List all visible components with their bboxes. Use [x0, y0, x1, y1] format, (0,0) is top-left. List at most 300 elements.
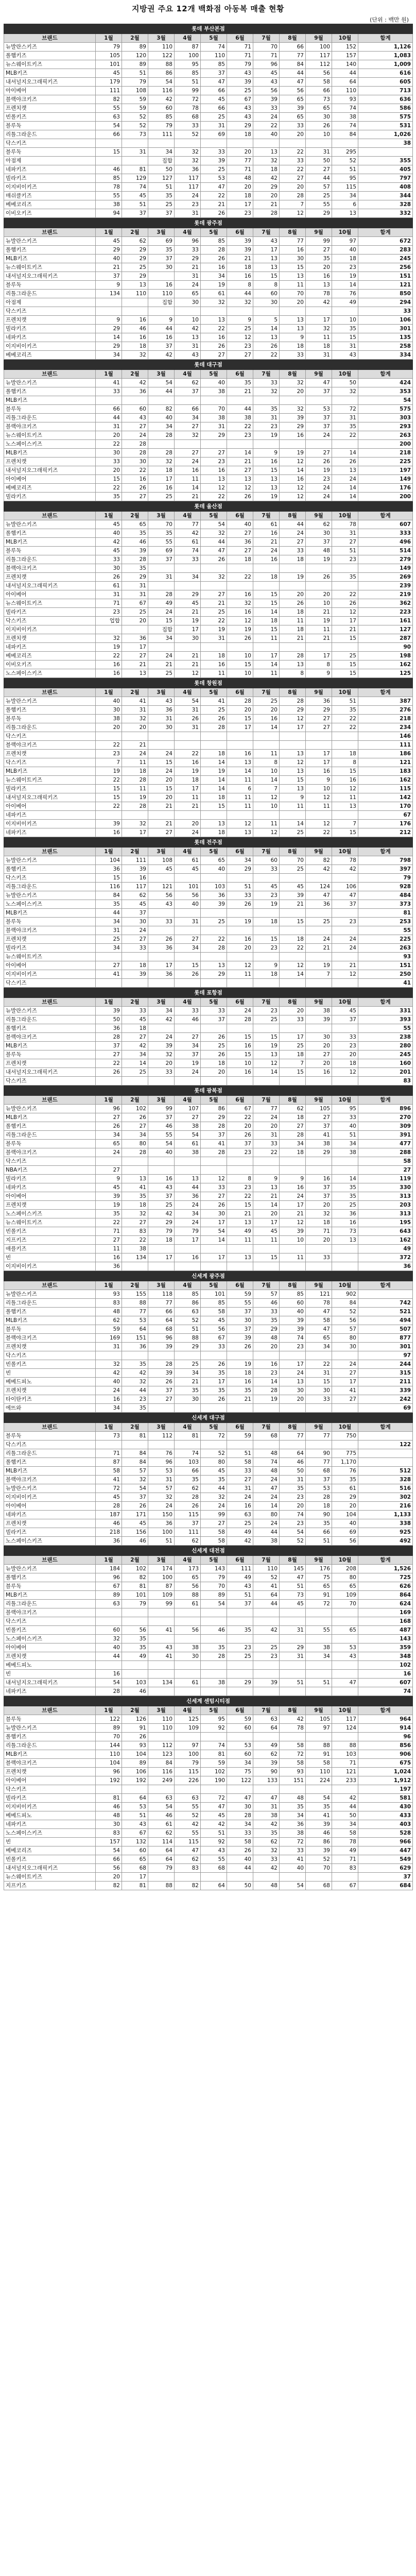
- table-row: [4, 1175, 413, 1183]
- month-cell: 51: [306, 1537, 332, 1546]
- table-row: [4, 1227, 413, 1236]
- table-row: [4, 1484, 413, 1493]
- total-cell: 355: [358, 157, 413, 165]
- month-cell: 59: [122, 104, 148, 113]
- month-cell: 107: [175, 1105, 201, 1113]
- month-cell: 109: [332, 1591, 358, 1600]
- brand-cell: 뉴발란스키즈: [4, 697, 96, 706]
- month-cell: 64: [332, 78, 358, 87]
- month-cell: 13: [201, 475, 227, 484]
- brand-cell: 베베드피노: [4, 1811, 96, 1820]
- month-cell: 17: [122, 643, 148, 652]
- month-cell: 45: [96, 1183, 122, 1192]
- month-cell: [201, 1166, 227, 1175]
- month-cell: [227, 1873, 253, 1882]
- month-cell: [332, 1687, 358, 1696]
- month-cell: 45: [332, 1007, 358, 1015]
- month-cell: 176: [306, 1565, 332, 1573]
- month-cell: [201, 1351, 227, 1360]
- month-cell: 42: [253, 174, 280, 183]
- month-cell: 49: [122, 1652, 148, 1661]
- month-cell: [280, 979, 306, 988]
- table-row: [4, 1838, 413, 1846]
- month-cell: 35: [253, 1316, 280, 1325]
- month-cell: 65: [280, 95, 306, 104]
- month-cell: 18: [201, 828, 227, 837]
- month-cell: 91: [306, 1591, 332, 1600]
- month-cell: 25: [201, 608, 227, 617]
- month-cell: 30: [175, 298, 201, 307]
- month-cell: 39: [227, 1334, 253, 1343]
- brand-cell: 이지비이키즈: [4, 183, 96, 192]
- table-row: [4, 1122, 413, 1131]
- table-row: [4, 1290, 413, 1299]
- month-cell: 33: [148, 1068, 175, 1077]
- month-cell: 47: [306, 379, 332, 387]
- month-cell: 29: [175, 255, 201, 263]
- column-header: 브랜드: [4, 512, 96, 520]
- table-row: [4, 104, 413, 113]
- month-cell: [332, 1245, 358, 1253]
- month-cell: 66: [306, 87, 332, 95]
- month-cell: 60: [122, 405, 148, 414]
- month-cell: 13: [280, 316, 306, 325]
- column-header: 6월: [227, 1706, 253, 1715]
- month-cell: 121: [332, 1768, 358, 1776]
- month-cell: [332, 1262, 358, 1271]
- month-cell: 22: [280, 148, 306, 157]
- column-header: 7월: [253, 228, 280, 237]
- month-cell: 34: [332, 1140, 358, 1148]
- table-row: [4, 634, 413, 643]
- month-cell: [253, 1077, 280, 1086]
- month-cell: 179: [96, 78, 122, 87]
- month-cell: [148, 1262, 175, 1271]
- month-cell: 14: [201, 785, 227, 793]
- month-cell: [332, 1024, 358, 1033]
- column-header: 6월: [227, 1281, 253, 1290]
- store-name: 롯데 포항점: [4, 988, 413, 998]
- month-cell: 99: [306, 237, 332, 246]
- table-row: [4, 926, 413, 935]
- brand-cell: 블랙야크키즈: [4, 95, 96, 104]
- month-cell: 100: [175, 52, 201, 60]
- brand-cell: 애플키즈: [4, 1245, 96, 1253]
- month-cell: 77: [122, 1308, 148, 1316]
- total-cell: 294: [358, 298, 413, 307]
- month-cell: 61: [175, 1600, 201, 1608]
- month-cell: 88: [148, 60, 175, 69]
- month-cell: 57: [306, 183, 332, 192]
- total-cell: 1,024: [358, 1768, 413, 1776]
- month-cell: 26: [122, 1733, 148, 1741]
- month-cell: 47: [201, 78, 227, 87]
- month-cell: [306, 1608, 332, 1617]
- table-row: [4, 87, 413, 95]
- month-cell: 28: [96, 1502, 122, 1511]
- month-cell: 21: [306, 944, 332, 953]
- month-cell: 88: [332, 1741, 358, 1750]
- month-cell: 28: [122, 555, 148, 564]
- month-cell: 49: [332, 298, 358, 307]
- month-cell: 24: [122, 431, 148, 440]
- month-cell: 33: [253, 1140, 280, 1148]
- total-cell: 121: [358, 758, 413, 767]
- month-cell: 44: [227, 290, 253, 298]
- month-cell: 38: [306, 1643, 332, 1652]
- month-cell: 28: [122, 440, 148, 449]
- month-cell: [227, 1670, 253, 1679]
- month-cell: 18: [227, 555, 253, 564]
- month-cell: 62: [253, 1838, 280, 1846]
- brand-cell: 닥스키즈: [4, 1351, 96, 1360]
- brand-cell: 빌라키즈: [4, 493, 96, 501]
- month-cell: 46: [253, 1299, 280, 1308]
- month-cell: 82: [96, 1882, 122, 1890]
- month-cell: [201, 1262, 227, 1271]
- month-cell: 16: [227, 1502, 253, 1511]
- table-row: [4, 573, 413, 582]
- column-header: 3월: [148, 1096, 175, 1105]
- brand-cell: MLB키즈: [4, 1750, 96, 1759]
- month-cell: [280, 1166, 306, 1175]
- month-cell: 11: [227, 776, 253, 785]
- column-header: 8월: [280, 370, 306, 379]
- table-row: [4, 440, 413, 449]
- table-row: [4, 263, 413, 272]
- month-cell: [122, 1077, 148, 1086]
- month-cell: 35: [148, 529, 175, 538]
- month-cell: 18: [280, 555, 306, 564]
- month-cell: 27: [201, 449, 227, 457]
- month-cell: 100: [148, 1528, 175, 1537]
- month-cell: 16: [201, 466, 227, 475]
- month-cell: 33: [122, 1007, 148, 1015]
- month-cell: 35: [280, 1803, 306, 1811]
- month-cell: 12: [253, 1059, 280, 1068]
- month-cell: 41: [306, 1131, 332, 1140]
- month-cell: 17: [148, 475, 175, 484]
- month-cell: 21: [148, 802, 175, 811]
- column-header: 4월: [175, 1423, 201, 1432]
- month-cell: 14: [280, 820, 306, 828]
- month-cell: 89: [122, 60, 148, 69]
- month-cell: [332, 1608, 358, 1617]
- month-cell: 24: [175, 192, 201, 200]
- column-header: 3월: [148, 370, 175, 379]
- table-row: [4, 1351, 413, 1360]
- month-cell: [175, 1166, 201, 1175]
- brand-cell: 리틀그라운드: [4, 1131, 96, 1140]
- month-cell: 11: [306, 333, 332, 342]
- month-cell: 18: [253, 918, 280, 926]
- month-cell: 13: [332, 802, 358, 811]
- month-cell: 49: [253, 1741, 280, 1750]
- month-cell: 14: [201, 1236, 227, 1245]
- month-cell: 11: [280, 617, 306, 625]
- brand-cell: 리틀그라운드: [4, 414, 96, 422]
- month-cell: 51: [122, 200, 148, 209]
- month-cell: 79: [96, 43, 122, 52]
- table-row: [4, 209, 413, 218]
- month-cell: 16: [253, 715, 280, 723]
- total-cell: 36: [358, 1262, 413, 1271]
- month-cell: [332, 1253, 358, 1262]
- month-cell: 40: [148, 1148, 175, 1157]
- month-cell: [175, 741, 201, 750]
- month-cell: 87: [148, 1582, 175, 1591]
- month-cell: 28: [280, 1131, 306, 1140]
- table-row: [4, 1007, 413, 1015]
- month-cell: 23: [306, 475, 332, 484]
- month-cell: 14: [332, 281, 358, 290]
- month-cell: 9: [280, 333, 306, 342]
- month-cell: 22: [122, 466, 148, 475]
- month-cell: 36: [280, 1820, 306, 1829]
- total-cell: 79: [358, 874, 413, 883]
- month-cell: 32: [227, 599, 253, 608]
- month-cell: 13: [332, 466, 358, 475]
- month-cell: 34: [175, 414, 201, 422]
- month-cell: 169: [96, 1334, 122, 1343]
- column-header: 3월: [148, 512, 175, 520]
- month-cell: 24: [96, 1148, 122, 1157]
- month-cell: 10: [175, 316, 201, 325]
- month-cell: 25: [201, 113, 227, 122]
- month-cell: 39: [148, 1042, 175, 1050]
- month-cell: [253, 1166, 280, 1175]
- month-cell: 27: [306, 1113, 332, 1122]
- month-cell: 71: [227, 52, 253, 60]
- month-cell: 24: [148, 652, 175, 660]
- table-row: [4, 1582, 413, 1591]
- month-cell: 16: [122, 874, 148, 883]
- month-cell: 88: [175, 1334, 201, 1343]
- column-header: 7월: [253, 1423, 280, 1432]
- month-cell: 32: [122, 351, 148, 360]
- month-cell: 29: [122, 246, 148, 255]
- month-cell: 27: [306, 1050, 332, 1059]
- month-cell: [122, 1351, 148, 1360]
- month-cell: 35: [201, 1476, 227, 1484]
- month-cell: 71: [96, 599, 122, 608]
- month-cell: 53: [122, 1316, 148, 1325]
- month-cell: [122, 811, 148, 820]
- month-cell: [201, 1733, 227, 1741]
- month-cell: 34: [227, 856, 253, 865]
- total-cell: 742: [358, 1299, 413, 1308]
- month-cell: 65: [96, 1140, 122, 1148]
- brand-cell: 프렌치캣: [4, 316, 96, 325]
- month-cell: 82: [122, 1573, 148, 1582]
- column-header: 4월: [175, 1281, 201, 1290]
- month-cell: [227, 1440, 253, 1449]
- table-row: [4, 1652, 413, 1661]
- month-cell: 29: [306, 706, 332, 715]
- month-cell: [306, 1077, 332, 1086]
- month-cell: 44: [201, 538, 227, 547]
- column-header: 9월: [306, 512, 332, 520]
- brand-cell: 폴햄키즈: [4, 387, 96, 396]
- month-cell: [148, 874, 175, 883]
- month-cell: 38: [201, 387, 227, 396]
- month-cell: 27: [280, 174, 306, 183]
- month-cell: 84: [332, 130, 358, 139]
- brand-cell: 아점제: [4, 298, 96, 307]
- brand-cell: 아이베어: [4, 1776, 96, 1785]
- month-cell: 33: [280, 547, 306, 555]
- month-cell: 35: [306, 1519, 332, 1528]
- month-cell: 15: [253, 599, 280, 608]
- month-cell: 184: [96, 1565, 122, 1573]
- month-cell: 37: [201, 1131, 227, 1140]
- month-cell: 13: [280, 1378, 306, 1386]
- month-cell: 40: [201, 865, 227, 874]
- table-row: [4, 732, 413, 741]
- month-cell: 20: [332, 1502, 358, 1511]
- month-cell: 95: [332, 1105, 358, 1113]
- total-cell: 725: [358, 1573, 413, 1582]
- month-cell: 12: [280, 484, 306, 493]
- brand-cell: 이비오키즈: [4, 660, 96, 669]
- month-cell: 11: [280, 1253, 306, 1262]
- month-cell: 34: [148, 148, 175, 157]
- month-cell: 22: [306, 1360, 332, 1369]
- total-cell: 58: [358, 1157, 413, 1166]
- month-cell: 40: [227, 1855, 253, 1864]
- month-cell: 17: [306, 758, 332, 767]
- month-cell: [332, 1157, 358, 1166]
- month-cell: 26: [306, 457, 332, 466]
- month-cell: 65: [306, 1334, 332, 1343]
- total-cell: 225: [358, 457, 413, 466]
- month-cell: 57: [332, 1325, 358, 1334]
- month-cell: 18: [280, 625, 306, 634]
- brand-cell: 리틀그라운드: [4, 1741, 96, 1750]
- table-row: [4, 1148, 413, 1157]
- month-cell: 36: [148, 944, 175, 953]
- month-cell: 71: [227, 43, 253, 52]
- column-header: 2월: [122, 848, 148, 856]
- month-cell: 52: [201, 1449, 227, 1458]
- month-cell: 15: [253, 272, 280, 281]
- month-cell: 30: [122, 457, 148, 466]
- brand-cell: 타이탄키즈: [4, 1395, 96, 1404]
- month-cell: 8: [227, 281, 253, 290]
- store-name: 롯데 광주점: [4, 218, 413, 228]
- month-cell: [175, 1157, 201, 1166]
- column-header-row: [4, 512, 413, 520]
- month-cell: 17: [175, 785, 201, 793]
- column-header: 6월: [227, 1096, 253, 1105]
- month-cell: 83: [175, 1864, 201, 1873]
- month-cell: 11: [306, 802, 332, 811]
- month-cell: 24: [175, 281, 201, 290]
- column-header: 10월: [332, 1706, 358, 1715]
- month-cell: 81: [122, 1432, 148, 1440]
- month-cell: 41: [306, 1811, 332, 1820]
- month-cell: 업합: [96, 617, 122, 625]
- month-cell: 34: [175, 1369, 201, 1378]
- month-cell: 23: [122, 1395, 148, 1404]
- month-cell: [148, 1024, 175, 1033]
- brand-cell: 빌라키즈: [4, 174, 96, 183]
- month-cell: 56: [332, 1316, 358, 1325]
- month-cell: [122, 307, 148, 316]
- month-cell: 67: [201, 1334, 227, 1343]
- month-cell: 19: [253, 900, 280, 909]
- month-cell: 35: [96, 1210, 122, 1218]
- month-cell: 33: [201, 1343, 227, 1351]
- month-cell: 45: [96, 1493, 122, 1502]
- month-cell: 51: [227, 1449, 253, 1458]
- month-cell: 37: [332, 900, 358, 909]
- month-cell: 84: [148, 1759, 175, 1768]
- month-cell: 51: [175, 1325, 201, 1334]
- month-cell: [122, 1157, 148, 1166]
- month-cell: 51: [122, 69, 148, 78]
- total-cell: 906: [358, 1750, 413, 1759]
- brand-cell: 블루독: [4, 281, 96, 290]
- month-cell: [96, 732, 122, 741]
- month-cell: 35: [122, 1643, 148, 1652]
- total-cell: 353: [358, 387, 413, 396]
- month-cell: 42: [306, 298, 332, 307]
- month-cell: 20: [227, 706, 253, 715]
- month-cell: 24: [227, 1493, 253, 1502]
- brand-cell: 뉴발란스키즈: [4, 237, 96, 246]
- total-cell: 218: [358, 715, 413, 723]
- store-header: [4, 1086, 413, 1096]
- month-cell: 32: [253, 157, 280, 165]
- month-cell: 18: [253, 573, 280, 582]
- month-cell: 51: [227, 1591, 253, 1600]
- month-cell: 12: [280, 715, 306, 723]
- month-cell: 20: [227, 183, 253, 192]
- month-cell: 18: [175, 776, 201, 785]
- month-cell: 81: [122, 165, 148, 174]
- brand-cell: 블랙야크키즈: [4, 1033, 96, 1042]
- month-cell: 46: [306, 1829, 332, 1838]
- brand-cell: 아이베어: [4, 961, 96, 970]
- brand-cell: 베베코리즈: [4, 351, 96, 360]
- month-cell: 73: [280, 1591, 306, 1600]
- month-cell: 41: [201, 697, 227, 706]
- month-cell: 30: [332, 1343, 358, 1351]
- total-cell: 315: [358, 1369, 413, 1378]
- month-cell: [148, 909, 175, 918]
- table-row: [4, 1325, 413, 1334]
- month-cell: 40: [332, 246, 358, 255]
- month-cell: 70: [148, 520, 175, 529]
- month-cell: 23: [227, 1183, 253, 1192]
- month-cell: 16: [148, 1175, 175, 1183]
- month-cell: 30: [175, 1652, 201, 1661]
- month-cell: 13: [122, 669, 148, 678]
- column-header: 1월: [96, 1096, 122, 1105]
- column-header: 5월: [201, 1423, 227, 1432]
- month-cell: 74: [122, 183, 148, 192]
- month-cell: [306, 1617, 332, 1626]
- table-row: [4, 148, 413, 157]
- month-cell: 55: [148, 538, 175, 547]
- brand-cell: 내셔널지오그래픽키즈: [4, 466, 96, 475]
- month-cell: 63: [175, 1308, 201, 1316]
- store-table: [4, 1086, 413, 1271]
- month-cell: [253, 1661, 280, 1670]
- total-cell: 143: [358, 1635, 413, 1643]
- month-cell: [148, 582, 175, 590]
